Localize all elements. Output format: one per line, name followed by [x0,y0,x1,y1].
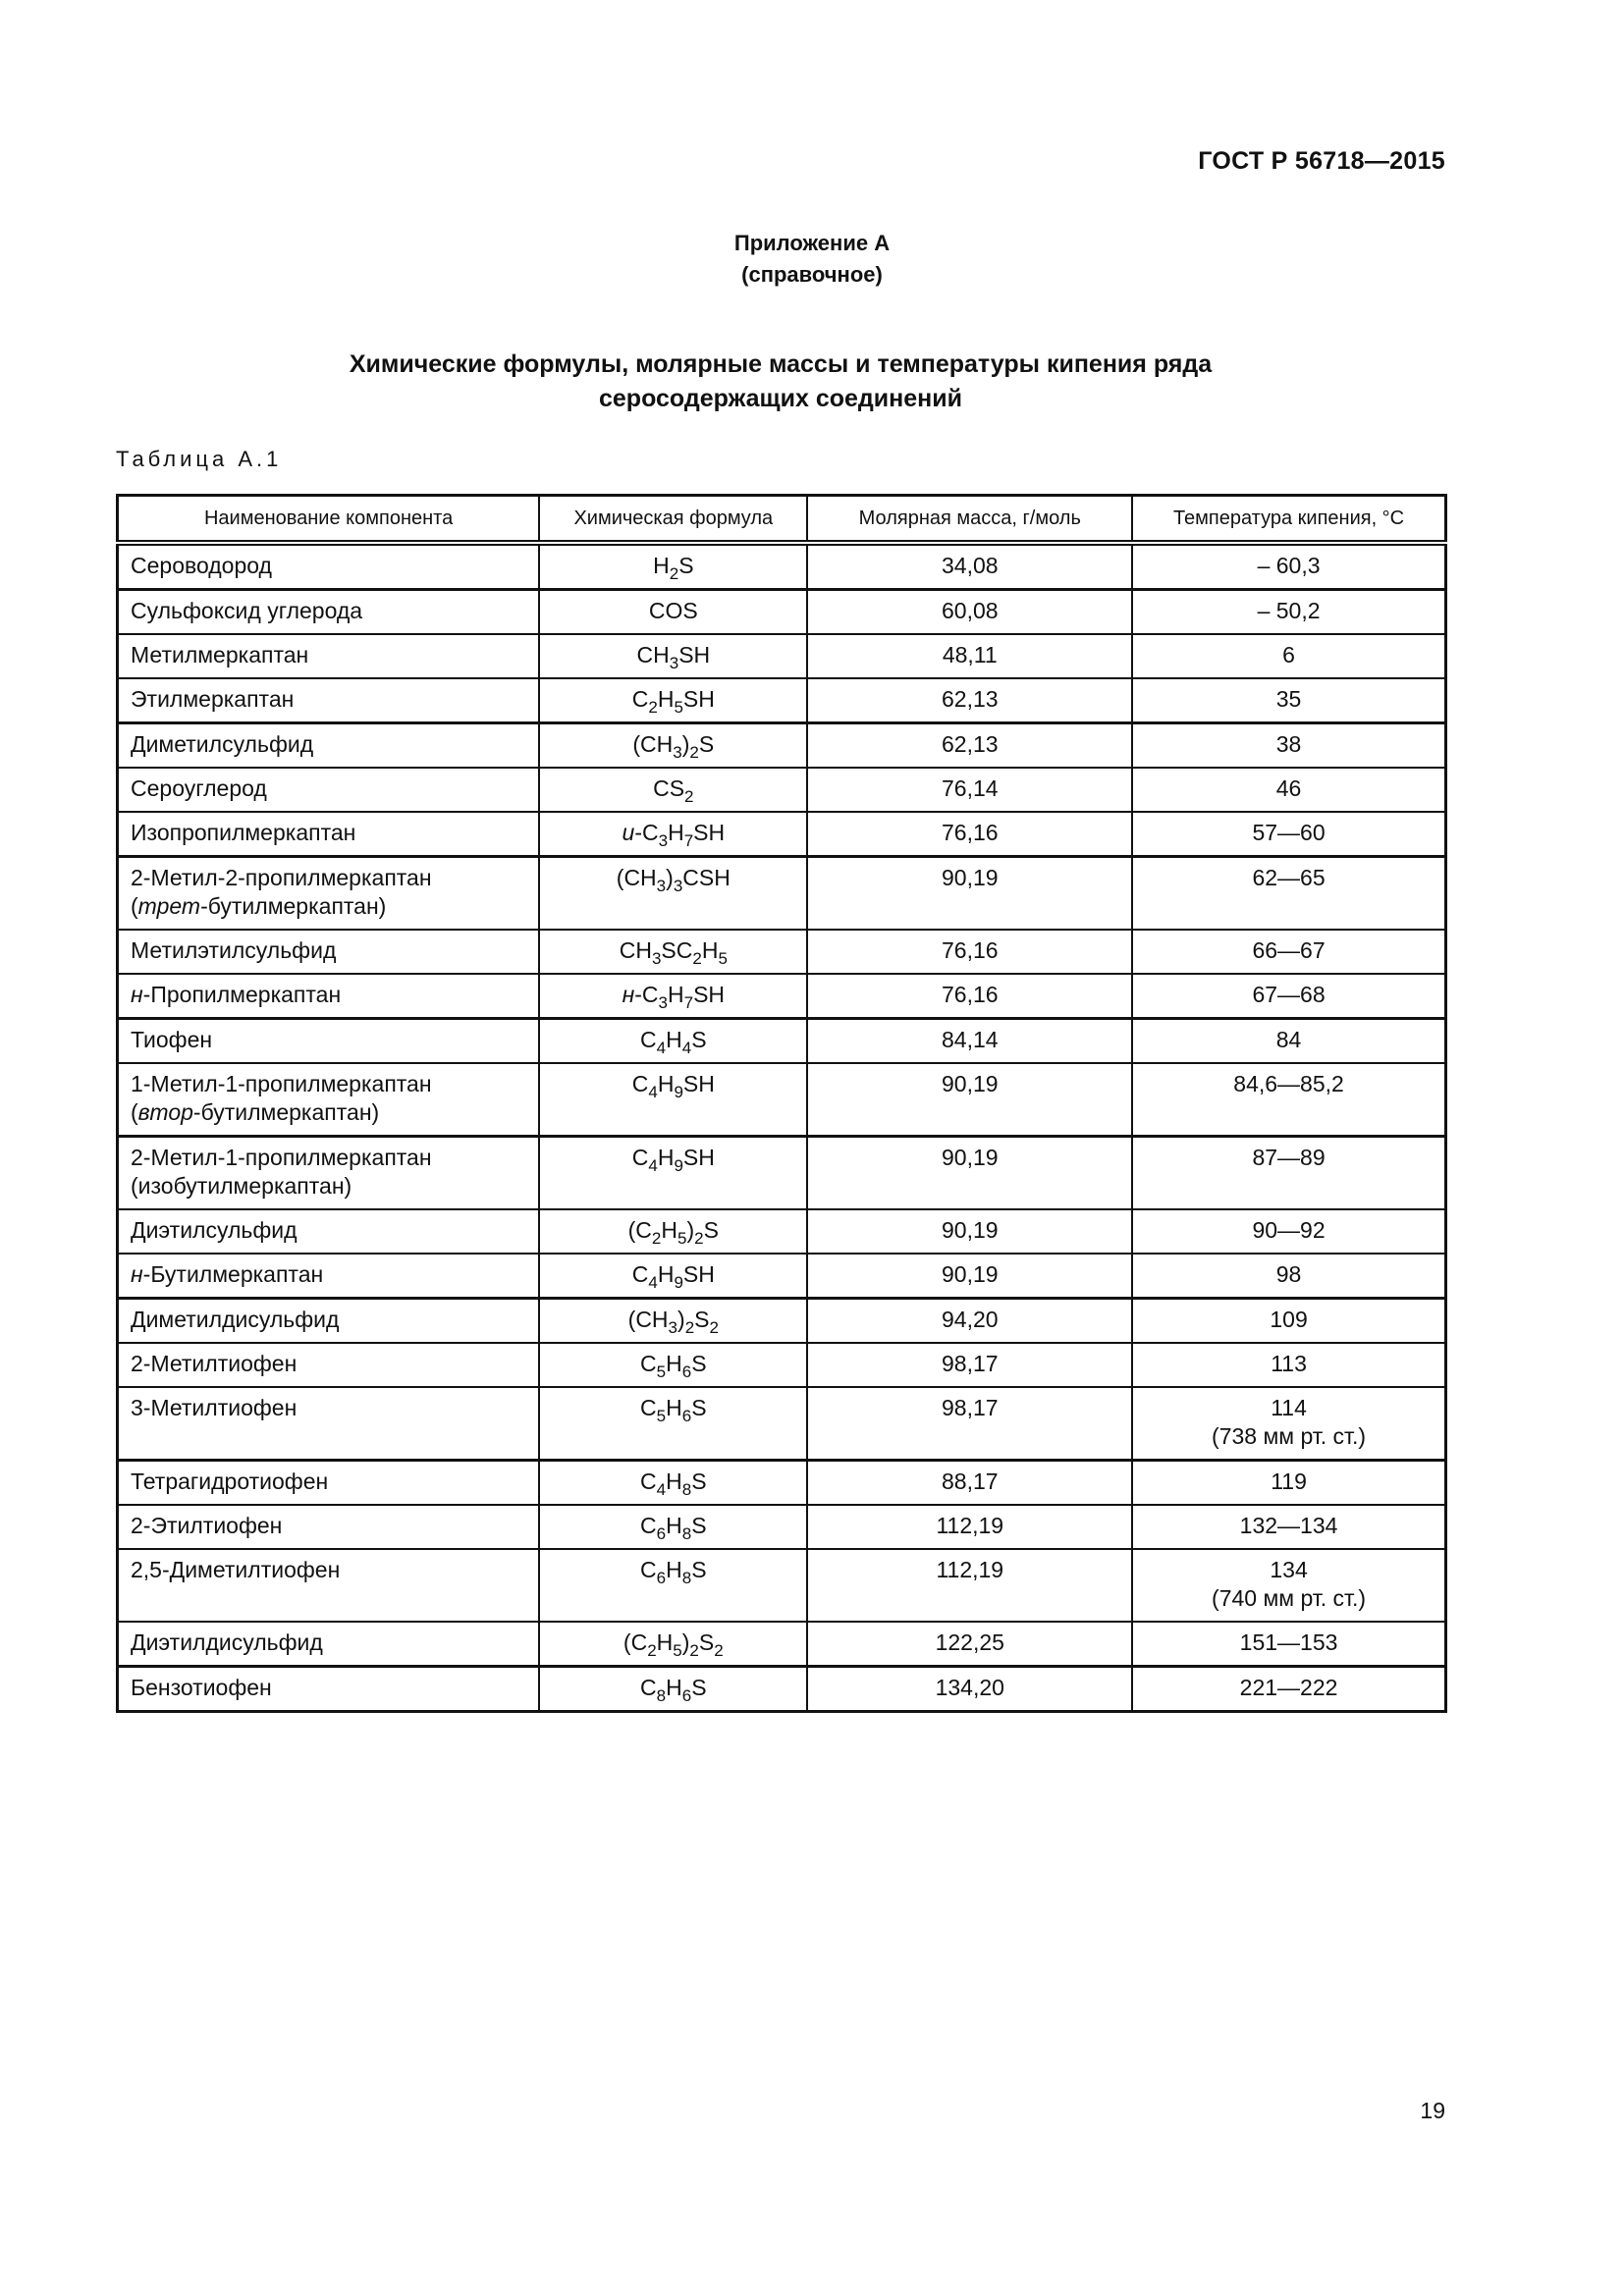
cell-boiling-point: 113 [1132,1343,1445,1387]
cell-formula: $C_8H_6S$ [539,1667,807,1712]
cell-molar-mass: 112,19 [807,1549,1132,1622]
cell-formula: $(CH_3)_2S$ [539,723,807,769]
cell-formula: $CH_3SC_2H_5$ [539,930,807,974]
cell-component-name: Диэтилсульфид [118,1209,540,1254]
cell-molar-mass: 98,17 [807,1387,1132,1461]
table-row [118,634,1446,678]
cell-molar-mass: 90,19 [807,1137,1132,1210]
table-row [118,723,1446,769]
cell-component-name: 2-Метил-1-пропилмеркаптан (изобутилмеркаптан) [118,1137,540,1210]
cell-component-name: 2-Метил-2-пропилмеркаптан (трет-бутилмеркаптан) [118,857,540,931]
table-row [118,1343,1446,1387]
cell-formula: $C_4H_9SH$ [539,1254,807,1299]
cell-component-name: н-Пропилмеркаптан [118,974,540,1019]
cell-formula: COS [539,590,807,635]
table-header-row [118,496,1446,544]
cell-component-name: Метилэтилсульфид [118,930,540,974]
cell-boiling-point: 67—68 [1132,974,1445,1019]
cell-formula: $и-C_3H_7SH$ [539,812,807,857]
cell-boiling-point: 57—60 [1132,812,1445,857]
cell-molar-mass: 94,20 [807,1299,1132,1344]
cell-boiling-point: 87—89 [1132,1137,1445,1210]
cell-molar-mass: 62,13 [807,723,1132,769]
cell-boiling-point: 38 [1132,723,1445,769]
cell-component-name: Диметилсульфид [118,723,540,769]
cell-boiling-point: 62—65 [1132,857,1445,931]
table-body [118,543,1446,1712]
cell-formula: $(C_2H_5)_2S_2$ [539,1622,807,1667]
table-row [118,590,1446,635]
table-row [118,1387,1446,1461]
table-row [118,974,1446,1019]
cell-formula: $H_2S$ [539,543,807,590]
cell-boiling-point: – 60,3 [1132,543,1445,590]
document-code: ГОСТ Р 56718—2015 [1198,147,1445,175]
cell-formula: $CS_2$ [539,768,807,812]
appendix-heading [0,228,1624,291]
cell-boiling-point: 114 (738 мм рт. ст.) [1132,1387,1445,1461]
table-row [118,1667,1446,1712]
cell-boiling-point: 109 [1132,1299,1445,1344]
cell-boiling-point: 84 [1132,1019,1445,1064]
table-row [118,1137,1446,1210]
cell-boiling-point: 221—222 [1132,1667,1445,1712]
cell-molar-mass: 48,11 [807,634,1132,678]
cell-component-name: Сероводород [118,543,540,590]
cell-component-name: Диэтилдисульфид [118,1622,540,1667]
table-row [118,768,1446,812]
cell-component-name: Тетрагидротиофен [118,1461,540,1506]
compounds-table [116,494,1447,1713]
cell-molar-mass: 88,17 [807,1461,1132,1506]
cell-formula: $C_4H_9SH$ [539,1063,807,1137]
cell-molar-mass: 134,20 [807,1667,1132,1712]
table-row [118,1505,1446,1549]
cell-boiling-point: 46 [1132,768,1445,812]
cell-molar-mass: 60,08 [807,590,1132,635]
column-header-boiling-point: Температура кипения, °C [1132,496,1445,544]
table-label: Таблица А.1 [116,447,283,471]
cell-formula: $C_4H_9SH$ [539,1137,807,1210]
cell-molar-mass: 62,13 [807,678,1132,723]
cell-formula: $C_5H_6S$ [539,1343,807,1387]
cell-formula: $C_2H_5SH$ [539,678,807,723]
table-row [118,1019,1446,1064]
cell-boiling-point: 132—134 [1132,1505,1445,1549]
table-row [118,1209,1446,1254]
table-row [118,857,1446,931]
column-header-formula: Химическая формула [539,496,807,544]
cell-molar-mass: 98,17 [807,1343,1132,1387]
pressure-note: (740 мм рт. ст.) [1212,1585,1367,1611]
pressure-note: (738 мм рт. ст.) [1212,1423,1367,1449]
cell-formula: $(C_2H_5)_2S$ [539,1209,807,1254]
cell-molar-mass: 112,19 [807,1505,1132,1549]
cell-molar-mass: 90,19 [807,1209,1132,1254]
cell-component-name: Тиофен [118,1019,540,1064]
cell-formula: $C_4H_8S$ [539,1461,807,1506]
cell-formula: $н-C_3H_7SH$ [539,974,807,1019]
cell-component-name: 3-Метилтиофен [118,1387,540,1461]
cell-boiling-point: 98 [1132,1254,1445,1299]
cell-formula: $C_6H_8S$ [539,1549,807,1622]
cell-formula: $C_5H_6S$ [539,1387,807,1461]
cell-component-name: Изопропилмеркаптан [118,812,540,857]
cell-molar-mass: 84,14 [807,1019,1132,1064]
cell-boiling-point: 119 [1132,1461,1445,1506]
cell-molar-mass: 122,25 [807,1622,1132,1667]
cell-formula: $CH_3SH$ [539,634,807,678]
cell-boiling-point: – 50,2 [1132,590,1445,635]
table-row [118,812,1446,857]
table-row [118,678,1446,723]
section-title-line2: серосодержащих соединений [599,385,962,412]
section-title [0,347,1561,416]
cell-component-name: 2,5-Диметилтиофен [118,1549,540,1622]
cell-boiling-point: 134 (740 мм рт. ст.) [1132,1549,1445,1622]
table-row [118,930,1446,974]
cell-molar-mass: 90,19 [807,1063,1132,1137]
cell-molar-mass: 90,19 [807,1254,1132,1299]
table-row [118,1299,1446,1344]
cell-component-name: 2-Метилтиофен [118,1343,540,1387]
section-title-line1: Химические формулы, молярные массы и температуры кипения ряда [349,350,1213,378]
cell-boiling-point: 84,6—85,2 [1132,1063,1445,1137]
cell-molar-mass: 76,16 [807,974,1132,1019]
cell-formula: $C_6H_8S$ [539,1505,807,1549]
cell-boiling-point: 151—153 [1132,1622,1445,1667]
page-number: 19 [1420,2098,1445,2123]
cell-formula: $C_4H_4S$ [539,1019,807,1064]
cell-component-name: н-Бутилмеркаптан [118,1254,540,1299]
cell-formula: $(CH_3)_2S_2$ [539,1299,807,1344]
table-row [118,1063,1446,1137]
cell-molar-mass: 76,16 [807,812,1132,857]
appendix-subtitle: (справочное) [741,262,883,287]
cell-component-name: Метилмеркаптан [118,634,540,678]
cell-component-name: Сероуглерод [118,768,540,812]
cell-component-name: Сульфоксид углерода [118,590,540,635]
cell-boiling-point: 35 [1132,678,1445,723]
column-header-molar-mass: Молярная масса, г/моль [807,496,1132,544]
cell-component-name: Диметилдисульфид [118,1299,540,1344]
cell-component-name: 1-Метил-1-пропилмеркаптан (втор-бутилмеркаптан) [118,1063,540,1137]
cell-component-name: Бензотиофен [118,1667,540,1712]
cell-boiling-point: 6 [1132,634,1445,678]
table-row [118,543,1446,590]
table-row [118,1549,1446,1622]
cell-molar-mass: 76,16 [807,930,1132,974]
cell-formula: $(CH_3)_3CSH$ [539,857,807,931]
cell-boiling-point: 90—92 [1132,1209,1445,1254]
cell-component-name: 2-Этилтиофен [118,1505,540,1549]
table-row [118,1622,1446,1667]
cell-molar-mass: 34,08 [807,543,1132,590]
table-row [118,1461,1446,1506]
appendix-title: Приложение А [733,231,891,255]
cell-boiling-point: 66—67 [1132,930,1445,974]
cell-molar-mass: 76,14 [807,768,1132,812]
cell-molar-mass: 90,19 [807,857,1132,931]
cell-component-name: Этилмеркаптан [118,678,540,723]
column-header-name: Наименование компонента [118,496,540,544]
table-row [118,1254,1446,1299]
